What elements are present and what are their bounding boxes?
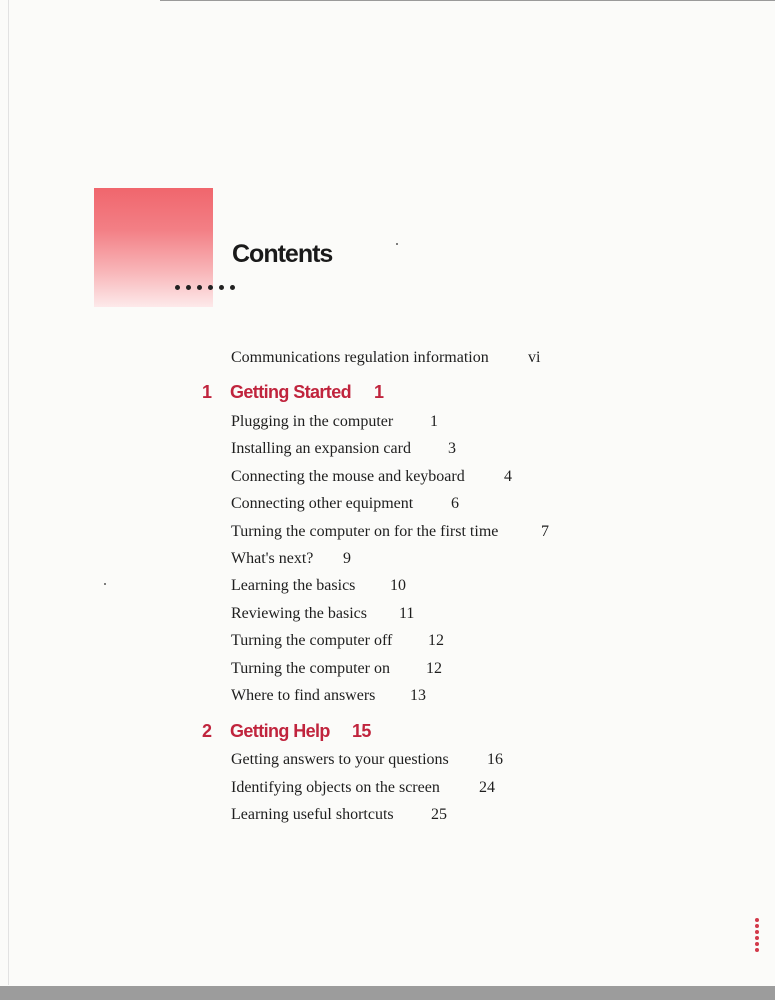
toc-entry-page: 11	[399, 605, 415, 622]
chapter-heading-2[interactable]	[202, 721, 371, 741]
toc-entry[interactable]	[231, 779, 495, 796]
toc-entry[interactable]	[231, 632, 444, 649]
toc-entry-title: Getting answers to your questions	[231, 751, 449, 768]
scan-speck	[104, 583, 106, 585]
corner-dot-marker	[755, 918, 759, 952]
chapter-page: 1	[374, 382, 384, 402]
corner-dot	[755, 930, 759, 934]
corner-dot	[755, 918, 759, 922]
toc-entry-page: 25	[431, 806, 447, 823]
toc-entry-page: 12	[426, 660, 442, 677]
toc-entry[interactable]	[231, 806, 447, 823]
toc-entry-title: Turning the computer on	[231, 660, 390, 677]
toc-entry[interactable]	[231, 550, 351, 567]
toc-entry[interactable]	[231, 440, 456, 457]
corner-dot	[755, 924, 759, 928]
toc-entry-page: 1	[430, 413, 438, 430]
toc-entry-page: 6	[451, 495, 459, 512]
toc-entry-page: 3	[448, 440, 456, 457]
chapter-number: 1	[202, 382, 212, 402]
toc-entry-title: Learning useful shortcuts	[231, 806, 394, 823]
toc-entry-title: Connecting other equipment	[231, 495, 414, 512]
toc-entry-page: 10	[390, 577, 406, 594]
toc-entry-page: 9	[343, 550, 351, 567]
chapter-number: 2	[202, 721, 212, 741]
toc-entry-title: Identifying objects on the screen	[231, 779, 440, 796]
toc-entry-title: Learning the basics	[231, 577, 356, 594]
toc-entry-page: 7	[541, 523, 549, 540]
toc-entry[interactable]	[231, 660, 442, 677]
leader-dot	[175, 285, 180, 290]
corner-dot	[755, 936, 759, 940]
title-dot-leader	[175, 285, 235, 290]
toc-entry-page: vi	[528, 349, 541, 366]
toc-entry[interactable]	[231, 751, 503, 768]
toc-entry[interactable]	[231, 413, 438, 430]
toc-entry[interactable]	[231, 495, 459, 512]
toc-entry-title: Reviewing the basics	[231, 605, 367, 622]
toc-entry-page: 4	[504, 468, 512, 485]
page-title: Contents	[232, 240, 333, 268]
toc-entry-title: Where to find answers	[231, 687, 376, 704]
corner-dot	[755, 948, 759, 952]
leader-dot	[230, 285, 235, 290]
toc-entry[interactable]	[231, 468, 512, 485]
toc-entry[interactable]	[231, 577, 406, 594]
scan-speck	[396, 243, 398, 245]
chapter-title: Getting Started	[230, 382, 352, 402]
toc-entry-page: 12	[428, 632, 444, 649]
toc-entry[interactable]	[231, 523, 549, 540]
toc-entry[interactable]	[231, 605, 415, 622]
leader-dot	[219, 285, 224, 290]
chapter-page: 15	[352, 721, 371, 741]
toc-entry-title: Turning the computer off	[231, 632, 393, 649]
toc-entry-title: Communications regulation information	[231, 349, 489, 366]
toc-entry[interactable]	[231, 687, 426, 704]
leader-dot	[186, 285, 191, 290]
toc-entry-page: 13	[410, 687, 426, 704]
toc-entry-regulation[interactable]	[231, 349, 541, 366]
corner-dot	[755, 942, 759, 946]
toc-entry-title: Connecting the mouse and keyboard	[231, 468, 465, 485]
toc-entry-title: Installing an expansion card	[231, 440, 411, 457]
binding-edge	[8, 0, 9, 985]
toc-entry-title: Turning the computer on for the first time	[231, 523, 499, 540]
toc-entry-title: What's next?	[231, 550, 314, 567]
toc-entry-page: 16	[487, 751, 503, 768]
top-rule	[160, 0, 775, 1]
toc-entry-page: 24	[479, 779, 495, 796]
scan-bottom-edge	[0, 986, 775, 1000]
leader-dot	[208, 285, 213, 290]
chapter-heading-1[interactable]	[202, 382, 384, 402]
leader-dot	[197, 285, 202, 290]
chapter-title: Getting Help	[230, 721, 330, 741]
toc-entry-title: Plugging in the computer	[231, 413, 394, 430]
